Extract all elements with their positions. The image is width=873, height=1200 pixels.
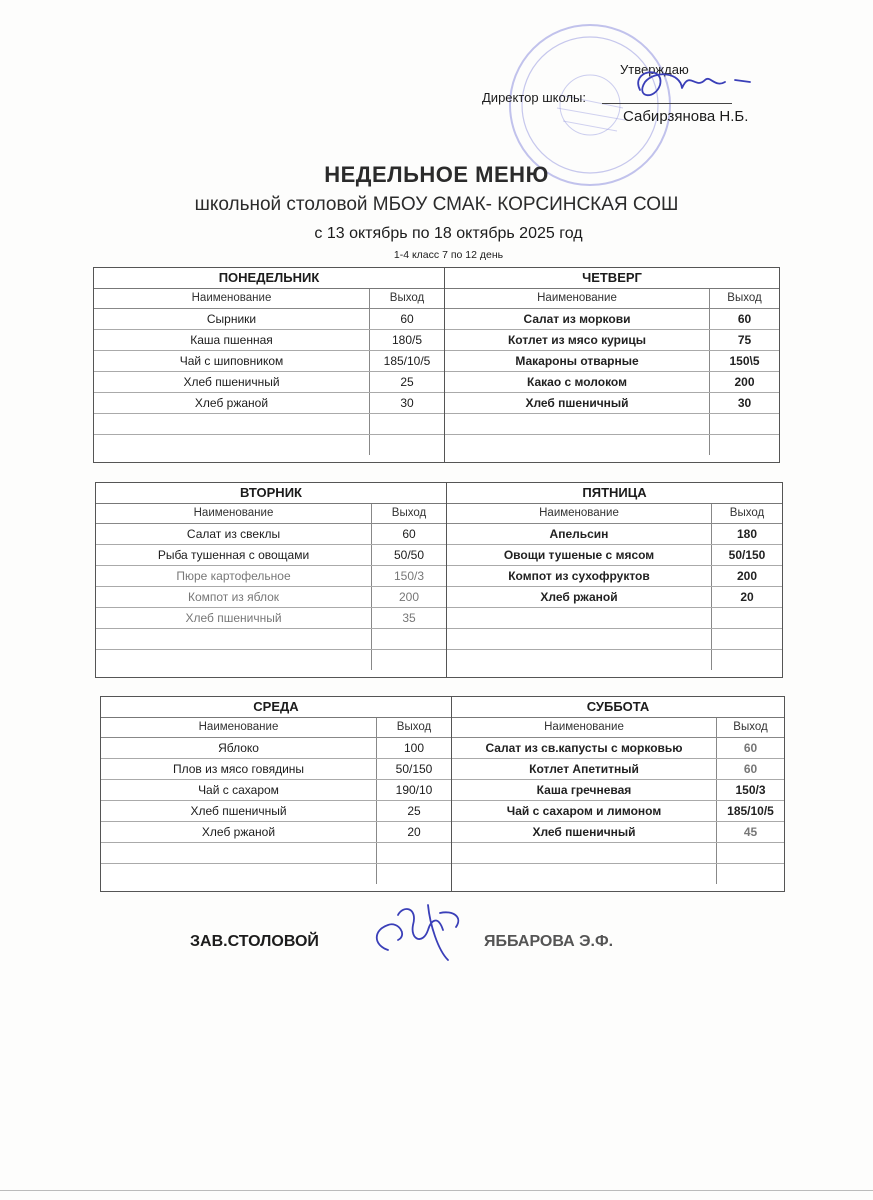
dish-output: 150/3 <box>735 783 766 797</box>
menu-row-empty <box>96 629 446 650</box>
dish-name: Чай с сахаром и лимоном <box>452 801 717 821</box>
menu-rows <box>96 524 446 670</box>
approval-name: Сабирзянова Н.Б. <box>623 108 749 125</box>
document-title: НЕДЕЛЬНОЕ МЕНЮ <box>324 162 549 187</box>
output-column-header: Выход <box>391 507 427 519</box>
output-column-header: Выход <box>733 721 768 733</box>
dish-name: Салат из моркови <box>445 309 710 329</box>
menu-row <box>96 587 446 608</box>
menu-row-empty <box>447 629 782 650</box>
dish-output: 150/3 <box>393 569 425 583</box>
approval-role: Директор школы: <box>482 90 586 105</box>
dish-output: 50/150 <box>395 762 433 776</box>
menu-row <box>447 524 782 545</box>
dish-output: 60 <box>402 527 416 541</box>
dish-name: Компот из сухофруктов <box>447 566 712 586</box>
output-column-header: Выход <box>396 721 432 733</box>
dish-name: Котлет Апетитный <box>452 759 717 779</box>
menu-row <box>447 587 782 608</box>
dish-name: Каша гречневая <box>452 780 717 800</box>
menu-row <box>101 801 451 822</box>
name-column-header: Наименование <box>94 289 370 308</box>
menu-row <box>96 608 446 629</box>
dish-output: 185/10/5 <box>383 354 431 368</box>
dish-output: 20 <box>407 825 421 839</box>
document-subtitle: школьной столовой МБОУ СМАК- КОРСИНСКАЯ СОШ <box>194 194 679 215</box>
name-column-header: Наименование <box>447 504 712 523</box>
dish-name: Апельсин <box>447 524 712 544</box>
menu-row-empty <box>94 414 444 435</box>
menu-row <box>452 801 784 822</box>
menu-rows <box>445 309 779 455</box>
dish-output: 25 <box>407 804 421 818</box>
menu-row <box>101 759 451 780</box>
dish-name: Хлеб пшеничный <box>452 822 717 842</box>
dish-name: Плов из мясо говядины <box>101 759 377 779</box>
dish-name: Овощи тушеные с мясом <box>447 545 712 565</box>
dish-output: 45 <box>743 825 758 839</box>
dish-output: 180 <box>736 527 758 541</box>
dish-output: 25 <box>400 375 414 389</box>
menu-rows <box>452 738 784 884</box>
column-header <box>445 289 779 309</box>
dish-output: 75 <box>737 333 752 347</box>
day-title: ПЯТНИЦА <box>447 483 782 504</box>
dish-output: 180/5 <box>391 333 423 347</box>
menu-row <box>101 780 451 801</box>
column-header <box>94 289 444 309</box>
menu-row <box>452 780 784 801</box>
dish-output: 200 <box>734 375 755 389</box>
canteen-head-name: ЯББАРОВА Э.Ф. <box>484 933 614 950</box>
day-title: СУББОТА <box>452 697 784 718</box>
dish-output: 200 <box>736 569 758 583</box>
day-thursday <box>445 268 779 462</box>
menu-row-empty <box>447 650 782 670</box>
dish-name: Макароны отварные <box>445 351 710 371</box>
page-edge-line <box>0 1190 873 1191</box>
dish-name: Хлеб ржаной <box>447 587 712 607</box>
day-title: СРЕДА <box>101 697 451 718</box>
dish-name: Салат из св.капусты с морковью <box>452 738 717 758</box>
dish-output: 35 <box>402 611 416 625</box>
menu-row-empty <box>452 864 784 884</box>
day-monday <box>94 268 445 462</box>
menu-row-empty <box>101 864 451 884</box>
menu-row <box>101 738 451 759</box>
menu-row <box>445 393 779 414</box>
menu-row <box>447 566 782 587</box>
menu-row <box>445 330 779 351</box>
menu-row <box>445 309 779 330</box>
day-friday <box>447 483 782 677</box>
canteen-head-role: ЗАВ.СТОЛОВОЙ <box>190 933 319 950</box>
menu-dates: с 13 октябрь по 18 октябрь 2025 год <box>314 225 583 242</box>
column-header <box>96 504 446 524</box>
menu-row <box>94 351 444 372</box>
grade-info: 1-4 класс 7 по 12 день <box>393 249 504 261</box>
dish-output: 60 <box>400 312 414 326</box>
day-title: ЧЕТВЕРГ <box>445 268 779 289</box>
dish-output: 200 <box>398 590 420 604</box>
dish-name: Хлеб пшеничный <box>94 372 370 392</box>
day-title: ВТОРНИК <box>96 483 446 504</box>
dish-name: Котлет из мясо курицы <box>445 330 710 350</box>
column-header <box>452 718 784 738</box>
dish-name: Хлеб пшеничный <box>96 608 372 628</box>
dish-output: 30 <box>737 396 752 410</box>
dish-name: Салат из свеклы <box>96 524 372 544</box>
dish-output: 60 <box>737 312 752 326</box>
dish-output: 185/10/5 <box>727 804 774 818</box>
dish-name: Хлеб ржаной <box>101 822 377 842</box>
menu-table-mon-thu <box>93 267 780 463</box>
dish-name: Чай с шиповником <box>94 351 370 371</box>
dish-name: Хлеб пшеничный <box>101 801 377 821</box>
dish-name: Яблоко <box>101 738 377 758</box>
dish-name: Каша пшенная <box>94 330 370 350</box>
menu-row <box>101 822 451 843</box>
menu-row-empty <box>101 843 451 864</box>
dish-output: 190/10 <box>395 783 433 797</box>
output-column-header: Выход <box>727 292 762 304</box>
dish-output: 60 <box>743 762 758 776</box>
menu-row <box>445 372 779 393</box>
menu-row <box>94 393 444 414</box>
dish-output: 20 <box>740 590 754 604</box>
column-header <box>447 504 782 524</box>
menu-rows <box>94 309 444 455</box>
dish-name: Хлеб пшеничный <box>445 393 710 413</box>
dish-output: 30 <box>400 396 414 410</box>
menu-row <box>452 759 784 780</box>
day-saturday <box>452 697 784 891</box>
day-tuesday <box>96 483 447 677</box>
name-column-header: Наименование <box>452 718 717 737</box>
dish-name: Рыба тушенная с овощами <box>96 545 372 565</box>
dish-output: 50/150 <box>728 548 766 562</box>
day-title: ПОНЕДЕЛЬНИК <box>94 268 444 289</box>
menu-row <box>445 351 779 372</box>
column-header <box>101 718 451 738</box>
menu-row-empty <box>96 650 446 670</box>
menu-row <box>96 566 446 587</box>
name-column-header: Наименование <box>445 289 710 308</box>
canteen-head-signature <box>368 895 478 970</box>
menu-row <box>96 524 446 545</box>
menu-row-empty <box>452 843 784 864</box>
dish-name: Компот из яблок <box>96 587 372 607</box>
dish-name: Хлеб ржаной <box>94 393 370 413</box>
dish-output: 50/50 <box>393 548 425 562</box>
name-column-header: Наименование <box>96 504 372 523</box>
menu-rows <box>101 738 451 884</box>
menu-row-empty <box>445 414 779 435</box>
director-signature <box>610 60 760 110</box>
day-wednesday <box>101 697 452 891</box>
output-column-header: Выход <box>389 292 425 304</box>
menu-row <box>94 330 444 351</box>
approval-title: Утверждаю <box>620 62 689 77</box>
dish-name: Какао с молоком <box>445 372 710 392</box>
menu-row-empty <box>447 608 782 629</box>
menu-table-tue-fri <box>95 482 783 678</box>
menu-rows <box>447 524 782 670</box>
dish-output: 150\5 <box>729 354 760 368</box>
menu-row <box>447 545 782 566</box>
menu-row-empty <box>445 435 779 455</box>
menu-table-wed-sat <box>100 696 785 892</box>
output-column-header: Выход <box>729 507 765 519</box>
menu-row <box>96 545 446 566</box>
name-column-header: Наименование <box>101 718 377 737</box>
menu-row <box>452 738 784 759</box>
dish-output: 100 <box>403 741 425 755</box>
dish-output: 60 <box>743 741 758 755</box>
menu-row-empty <box>94 435 444 455</box>
menu-row <box>452 822 784 843</box>
menu-row <box>94 372 444 393</box>
dish-name: Пюре картофельное <box>96 566 372 586</box>
dish-name: Чай с сахаром <box>101 780 377 800</box>
menu-row <box>94 309 444 330</box>
dish-name: Сырники <box>94 309 370 329</box>
